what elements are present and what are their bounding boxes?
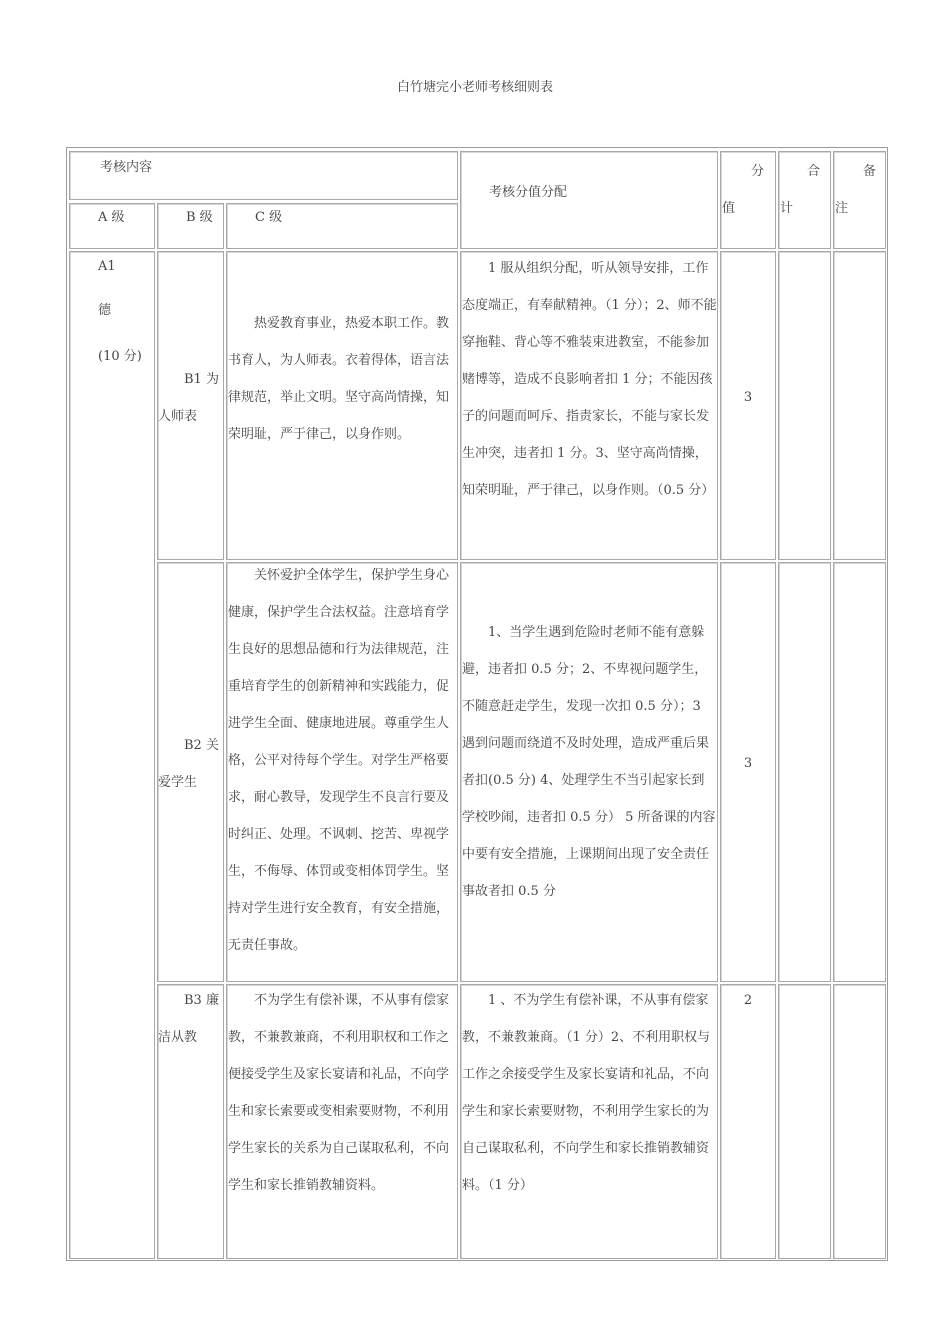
b2-c-text: 关怀爱护全体学生，保护学生身心健康，保护学生合法权益。注意培育学生良好的思想品德和行为法律规范，注重培育学生的创新精神和实践能力，促进学生全面、健康地进展。尊重学生人格，公平对待每个学生。对学生严格要求，耐心教导，发现学生不良言行要及时纠正、处理。不讽刺、挖苦、卑视学生，不侮辱、体罚或变相体罚学生。坚持对学生进行安全教育，有安全措施，无责任事故。 <box>228 568 450 953</box>
b1-note-cell <box>833 251 886 560</box>
b1-c-text: 热爱教育事业，热爱本职工作。教书育人，为人师表。衣着得体，语言法律规范，举止文明。坚守高尚情操，知荣明耻，严于律己，以身作则。 <box>228 316 450 442</box>
header-score-label-2: 值 <box>722 201 736 216</box>
b1-label: B1 为人师表 <box>158 372 219 424</box>
b2-score-cell <box>720 562 776 982</box>
b2-allocation-cell <box>460 562 718 982</box>
header-c-cell <box>226 203 458 249</box>
header-score-cell <box>720 151 776 249</box>
header-note-label-2: 注 <box>835 201 849 216</box>
a1-name: 德 <box>98 303 112 318</box>
a1-points: (10 分) <box>98 349 142 364</box>
header-b-cell <box>157 203 224 249</box>
header-total-cell <box>778 151 831 249</box>
b1-total-cell <box>778 251 831 560</box>
b1-score-cell <box>720 251 776 560</box>
a1-code: A1 <box>98 259 116 274</box>
document-title: 白竹塘完小老师考核细则表 <box>396 80 553 95</box>
header-a-label: A 级 <box>98 210 125 225</box>
b3-note-cell <box>833 984 886 1259</box>
header-content-label: 考核内容 <box>100 160 153 175</box>
b3-cell <box>157 984 224 1259</box>
header-content-cell <box>69 151 458 200</box>
header-score-label-1: 分 <box>751 164 765 179</box>
header-a-cell <box>69 203 155 249</box>
b3-score-cell <box>720 984 776 1259</box>
header-note-cell <box>833 151 886 249</box>
header-b-label: B 级 <box>186 210 213 225</box>
b3-c-cell <box>226 984 458 1259</box>
b2-score: 3 <box>743 756 753 771</box>
b3-total-cell <box>778 984 831 1259</box>
b3-label: B3 廉洁从教 <box>158 993 219 1045</box>
b3-c-text: 不为学生有偿补课，不从事有偿家教，不兼教兼商，不利用职权和工作之便接受学生及家长宴请和礼品，不向学生和家长索要或变相索要财物，不利用学生家长的关系为自己谋取私利，不向学生和家长推销教辅资料。 <box>228 993 450 1193</box>
a1-cell <box>69 251 155 1259</box>
b3-allocation-text: 1 、不为学生有偿补课，不从事有偿家教，不兼教兼商。（1 分）2、不利用职权与工作之余接受学生及家长宴请和礼品，不向学生和家长索要财物，不利用学生家长的为自己谋取私利，不向学生和家长推销教辅资料。（1 分） <box>462 993 711 1193</box>
header-allocation-label: 考核分值分配 <box>489 185 568 200</box>
header-c-label: C 级 <box>255 210 283 225</box>
b2-label: B2 关爱学生 <box>158 738 219 790</box>
b1-c-cell <box>226 251 458 560</box>
b1-allocation-text: 1 服从组织分配，听从领导安排，工作态度端正，有奉献精神。（1 分）；2、师不能穿拖鞋、背心等不雅装束进教室，不能参加赌博等，造成不良影响者扣 1 分；不能因孩子的问题而呵斥、指责家长，不能与家长发生冲突，违者扣 1 分。3、坚守高尚情操，知荣明耻，严于律己，以身作则。（0.5 分） <box>462 261 717 498</box>
b1-score: 3 <box>743 390 753 405</box>
b2-note-cell <box>833 562 886 982</box>
b3-score: 2 <box>743 993 753 1008</box>
header-allocation-cell <box>460 151 718 249</box>
b1-cell <box>157 251 224 560</box>
assessment-table <box>66 147 888 1261</box>
b2-c-cell <box>226 562 458 982</box>
b3-allocation-cell <box>460 984 718 1259</box>
b2-allocation-text: 1、当学生遇到危险时老师不能有意躲避，违者扣 0.5 分；2、不卑视问题学生，不随意赶走学生，发现一次扣 0.5 分）；3 遇到问题而绕道不及时处理，造成严重后果者扣(0.5 分) 4、处理学生不当引起家长到学校吵闹，违者扣 0.5 分） 5 所备课的内容中要有安全措施，上课期间出现了安全责任事故者扣 0.5 分 <box>462 625 716 899</box>
b2-total-cell <box>778 562 831 982</box>
header-total-label-2: 计 <box>780 201 794 216</box>
b2-cell <box>157 562 224 982</box>
header-total-label-1: 合 <box>807 164 821 179</box>
b1-allocation-cell <box>460 251 718 560</box>
header-note-label-1: 备 <box>863 164 877 179</box>
